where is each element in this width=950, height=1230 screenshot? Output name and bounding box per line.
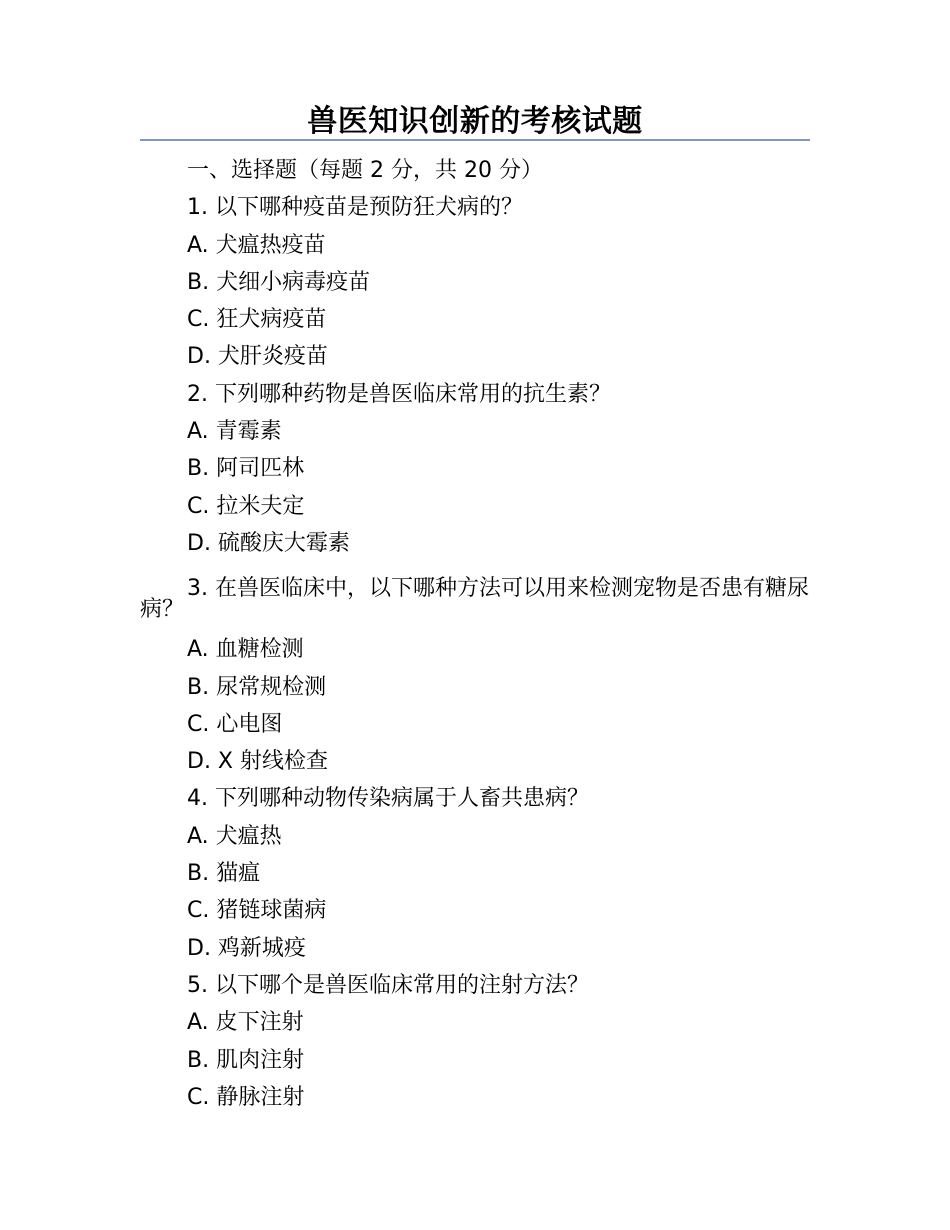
option-4b: B. 猫瘟 xyxy=(187,861,261,887)
question-2: 2. 下列哪种药物是兽医临床常用的抗生素？ xyxy=(187,381,611,407)
option-1b: B. 犬细小病毒疫苗 xyxy=(187,269,371,295)
option-3c: C. 心电图 xyxy=(187,711,283,737)
section-heading: 一、选择题（每题 2 分，共 20 分） xyxy=(187,158,543,183)
option-5c: C. 静脉注射 xyxy=(187,1084,305,1110)
question-5: 5. 以下哪个是兽医临床常用的注射方法？ xyxy=(187,972,589,998)
option-3a: A. 血糖检测 xyxy=(187,637,304,663)
option-4d: D. 鸡新城疫 xyxy=(187,935,306,961)
option-5a: A. 皮下注射 xyxy=(187,1010,304,1036)
option-5b: B. 肌肉注射 xyxy=(187,1047,305,1073)
option-3d: D. X 射线检查 xyxy=(187,749,328,775)
option-2c: C. 拉米夫定 xyxy=(187,493,305,519)
document-title: 兽医知识创新的考核试题 xyxy=(307,104,643,139)
option-3b: B. 尿常规检测 xyxy=(187,674,327,700)
question-4: 4. 下列哪种动物传染病属于人畜共患病？ xyxy=(187,786,589,812)
option-2b: B. 阿司匹林 xyxy=(187,456,305,482)
question-1: 1. 以下哪种疫苗是预防狂犬病的？ xyxy=(187,195,523,221)
option-1a: A. 犬瘟热疫苗 xyxy=(187,232,326,258)
option-4c: C. 猪链球菌病 xyxy=(187,898,327,924)
option-2a: A. 青霉素 xyxy=(187,419,282,445)
option-1d: D. 犬肝炎疫苗 xyxy=(187,344,328,370)
document-body xyxy=(140,152,810,1116)
title-underline xyxy=(140,139,810,141)
option-2d: D. 硫酸庆大霉素 xyxy=(187,530,350,556)
option-4a: A. 犬瘟热 xyxy=(187,823,282,849)
question-3: 3. 在兽医临床中，以下哪种方法可以用来检测宠物是否患有糖尿病？ xyxy=(140,576,809,623)
option-1c: C. 狂犬病疫苗 xyxy=(187,307,327,333)
